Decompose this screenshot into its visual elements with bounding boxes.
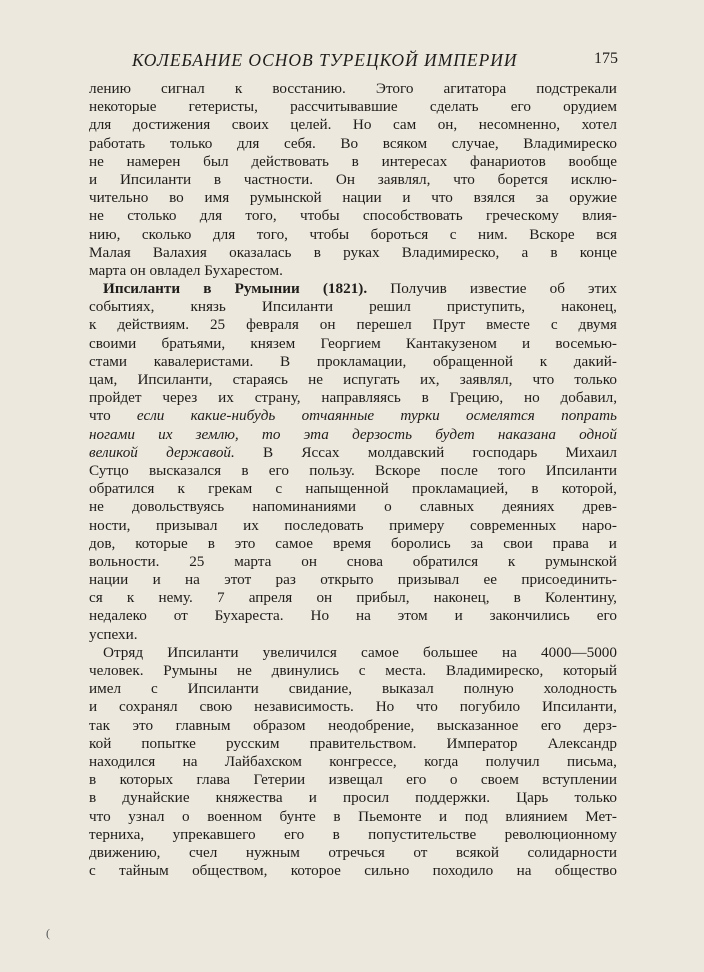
text-line: цам, Ипсиланти, стараясь не испугать их, заявлял, что только bbox=[89, 371, 617, 388]
text-line: терниха, упрекавшего его в попустительстве революционному bbox=[89, 825, 617, 843]
text-line: великой державой. В Яссах молдавский господарь Михаил bbox=[89, 443, 617, 461]
text-line: не столько для того, чтобы способствовать греческому влия- bbox=[89, 207, 617, 225]
text-line: и Ипсиланти в частности. Он заявлял, что борется исклю- bbox=[89, 170, 617, 188]
running-title: КОЛЕБАНИЕ ОСНОВ ТУРЕЦКОЙ ИМПЕРИИ bbox=[132, 50, 518, 70]
text-line: кой попытке русским правительством. Император Александр bbox=[89, 734, 617, 752]
text-line: что узнал о военном бунте в Пьемонте и под влиянием Мет- bbox=[89, 807, 617, 825]
margin-mark: ( bbox=[46, 926, 50, 940]
text-line: человек. Румыны не двинулись с места. Владимиреско, который bbox=[89, 662, 617, 679]
text-line: лению сигнал к восстанию. Этого агитатора подстрекали bbox=[89, 80, 617, 97]
text-line: своими братьями, князем Георгием Кантакузеном и восемью- bbox=[89, 334, 617, 352]
text-line: чительно во имя румынской нации и что взялся за оружие bbox=[89, 189, 617, 207]
text-line: к действиям. 25 февраля он перешел Прут вместе с двумя bbox=[89, 316, 617, 334]
text-line: стами кавалеристами. В прокламации, обращенной к дакий- bbox=[89, 352, 617, 370]
text-line: имел с Ипсиланти свидание, выказал полную холодность bbox=[89, 680, 617, 698]
text-line: ся к нему. 7 апреля он прибыл, наконец, в Колентину, bbox=[89, 589, 617, 607]
text-line: некоторые гетеристы, рассчитывавшие сделать его орудием bbox=[89, 98, 617, 116]
text-line: с тайным обществом, которое сильно походило на общество bbox=[89, 862, 617, 880]
text-line: дов, которые в это самое время боролись за свои права и bbox=[89, 534, 617, 552]
body-text bbox=[89, 80, 617, 880]
text-line: Ипсиланти в Румынии (1821). Получив известие об этих bbox=[103, 280, 617, 298]
text-line: не довольствуясь напоминаниями о славных деяниях древ- bbox=[89, 498, 617, 516]
text-line: так это главным образом неодобрение, высказанное его дерз- bbox=[89, 716, 617, 734]
text-line: пройдет через их страну, направляясь в Грецию, но добавил, bbox=[89, 389, 617, 407]
text-line: марта он овладел Бухарестом. bbox=[89, 261, 283, 279]
text-line: недалеко от Бухареста. Но на этом и закончились его bbox=[89, 607, 617, 625]
text-line: Сутцо высказался в его пользу. Вскоре после того Ипсиланти bbox=[89, 461, 617, 479]
text-line: вольности. 25 марта он снова обратился к румынской bbox=[89, 552, 617, 570]
text-line: и сохранял свою независимость. Но что погубило Ипсиланти, bbox=[89, 698, 617, 716]
text-line: успехи. bbox=[89, 625, 138, 643]
text-line: нации и на этот раз открыто призывал ее присоединить- bbox=[89, 571, 617, 589]
text-line: обратился к грекам с напыщенной прокламацией, в которой, bbox=[89, 480, 617, 498]
text-line: движению, счел нужным отречься от всякой солидарности bbox=[89, 843, 617, 861]
text-line: Малая Валахия оказалась в руках Владимиреско, а в конце bbox=[89, 243, 617, 261]
text-line: событиях, князь Ипсиланти решил приступить, наконец, bbox=[89, 298, 617, 316]
text-line: ногами их землю, то эта дерзость будет наказана одной bbox=[89, 425, 617, 443]
text-line: не намерен был действовать в интересах фанариотов вообще bbox=[89, 152, 617, 170]
text-line: Отряд Ипсиланти увеличился самое большее на 4000—5000 bbox=[103, 643, 617, 661]
page-header bbox=[90, 50, 618, 72]
text-line: для достижения своих целей. Но сам он, несомненно, хотел bbox=[89, 116, 617, 134]
text-line: работать только для себя. Во всяком случае, Владимиреско bbox=[89, 134, 617, 152]
text-line: ности, призывал их последовать примеру современных наро- bbox=[89, 516, 617, 534]
text-line: находился на Лайбахском конгрессе, когда получил письма, bbox=[89, 752, 617, 770]
text-line: в которых глава Гетерии извещал его о своем вступлении bbox=[89, 771, 617, 789]
text-line: нию, сколько для того, чтобы бороться с ним. Вскоре вся bbox=[89, 225, 617, 243]
text-line: что если какие-нибудь отчаянные турки осмелятся попрать bbox=[89, 407, 617, 425]
page-number: 175 bbox=[594, 50, 618, 67]
text-line: в дунайские княжества и просил поддержки. Царь только bbox=[89, 789, 617, 807]
